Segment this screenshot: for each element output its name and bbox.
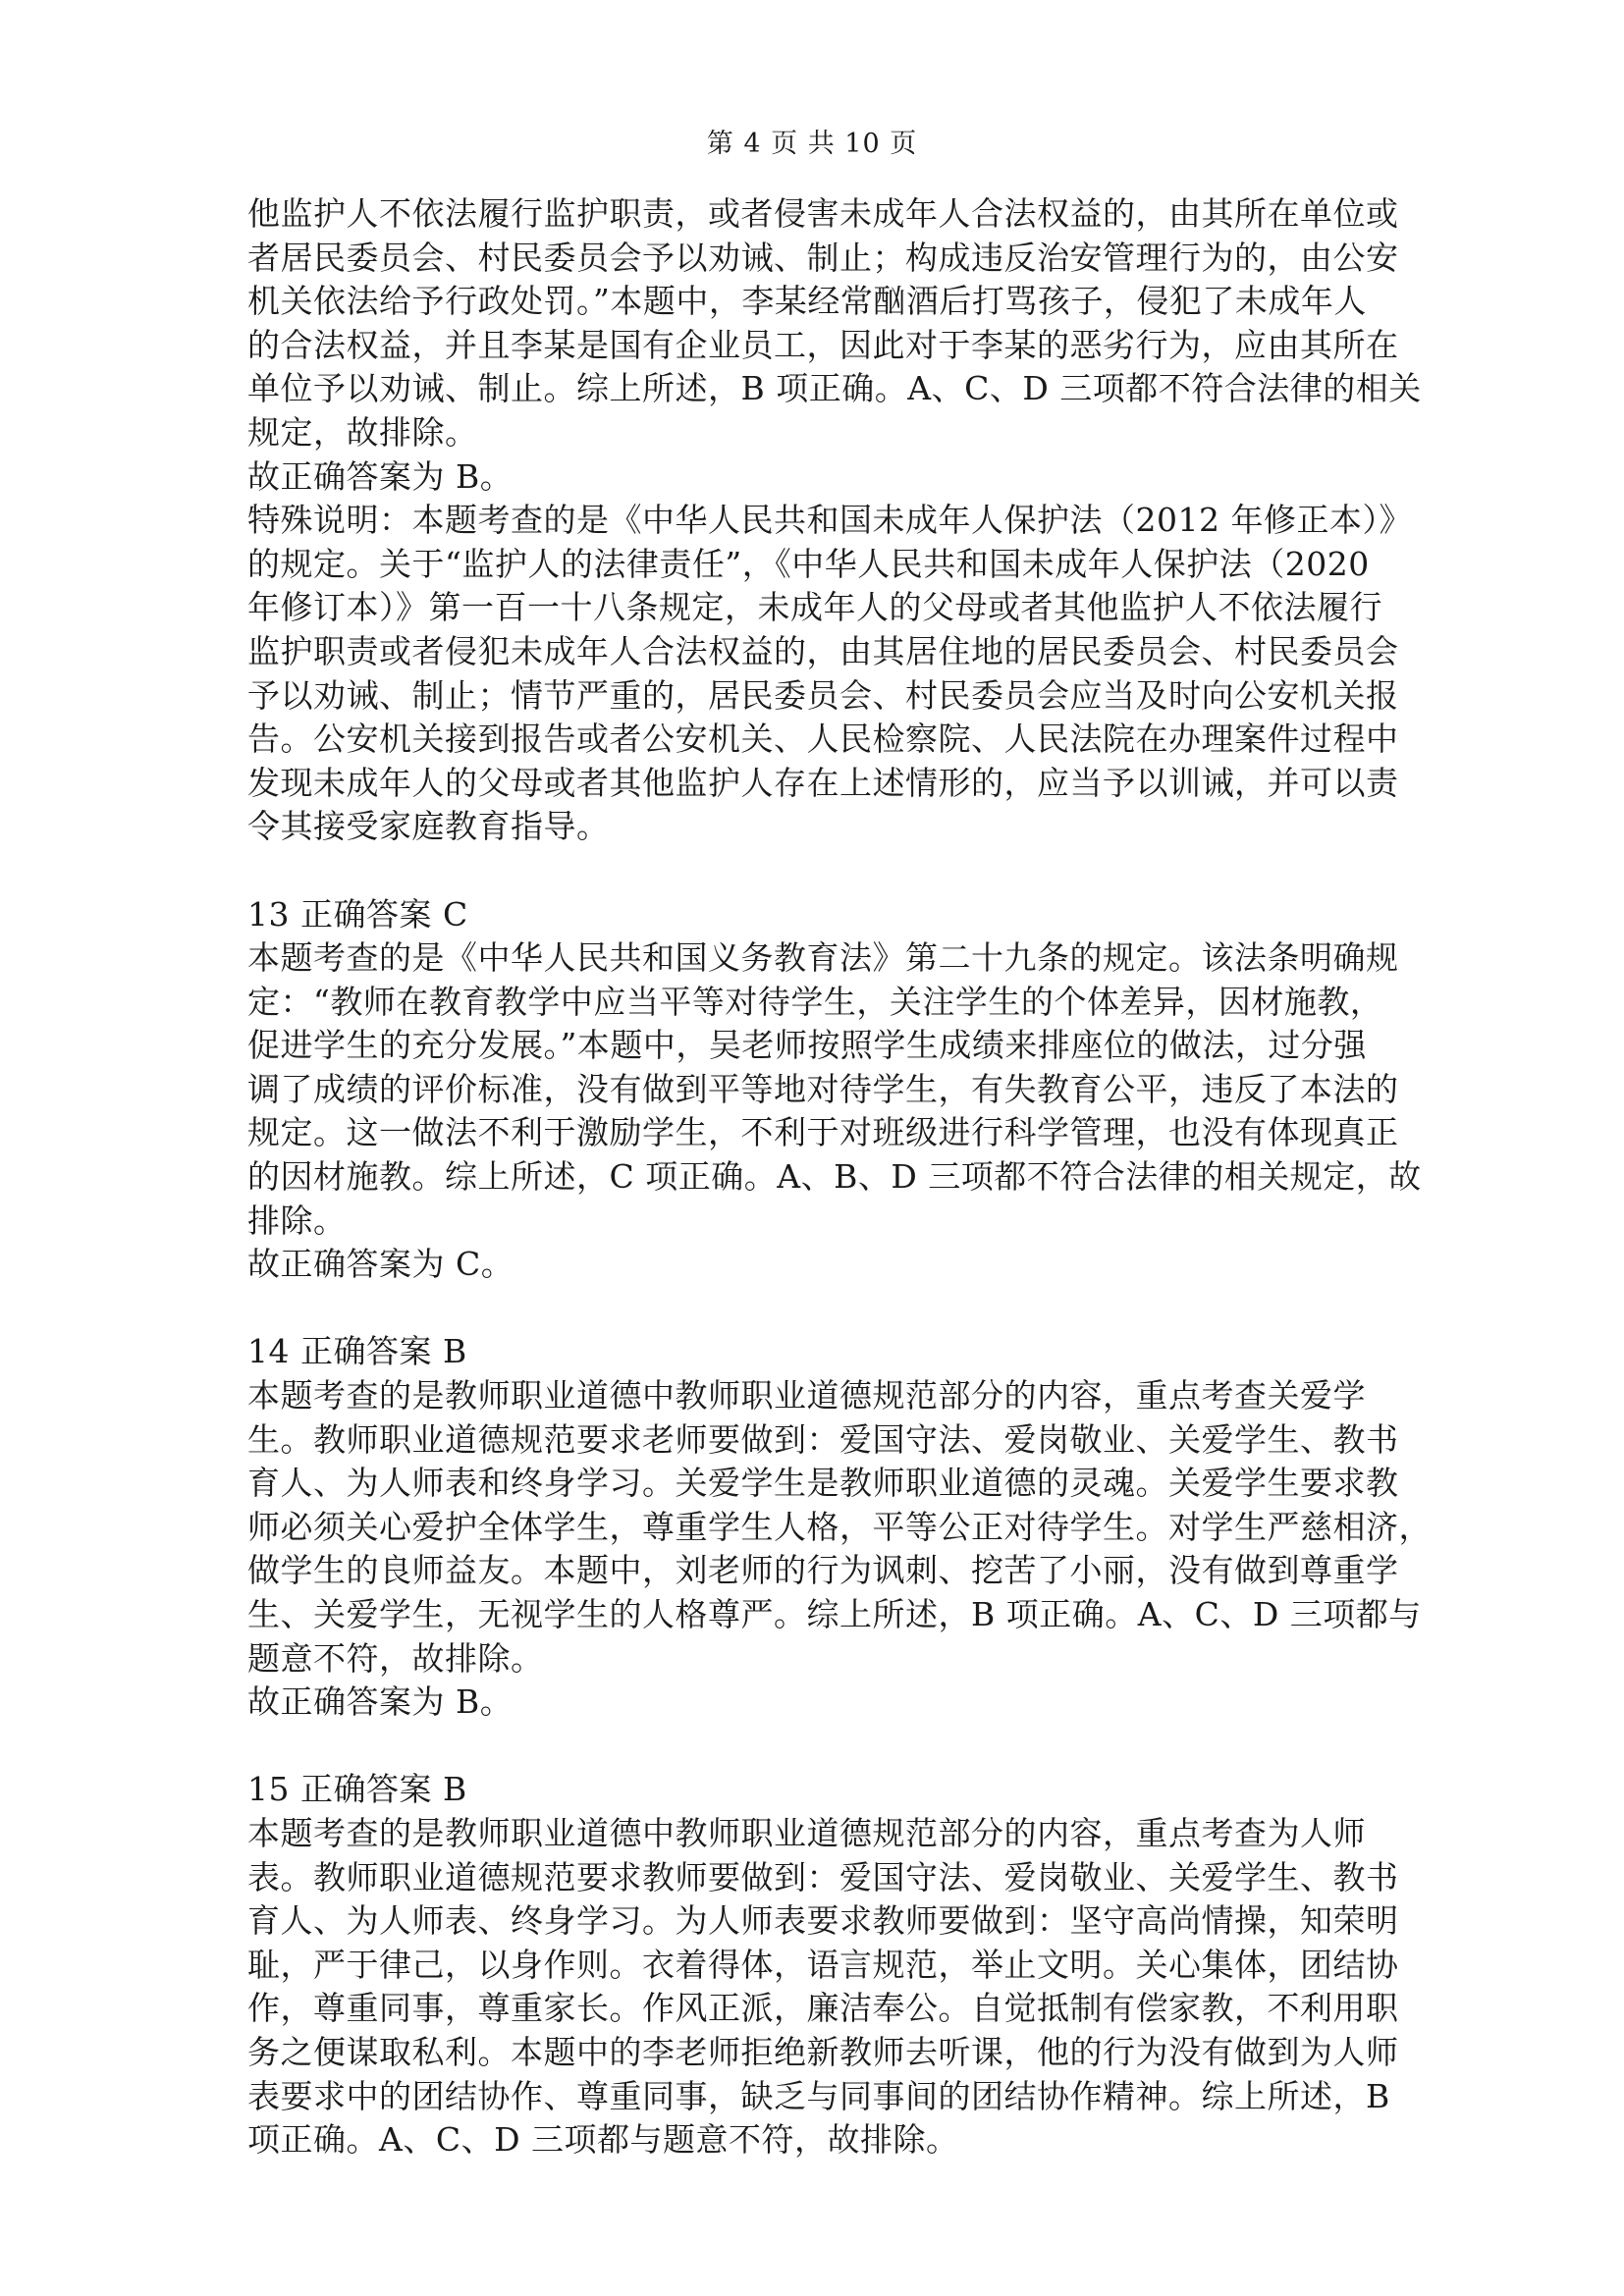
text-line: 本题考查的是教师职业道德中教师职业道德规范部分的内容，重点考查为人师	[247, 1813, 1366, 1852]
text-line: 他监护人不依法履行监护职责，或者侵害未成年人合法权益的，由其所在单位或	[247, 194, 1399, 233]
paragraph-gap	[247, 849, 1396, 893]
text-line: 令其接受家庭教育指导。	[247, 807, 610, 846]
text-line: 定：“教师在教育教学中应当平等对待学生，关注学生的个体差异，因材施教，	[247, 982, 1383, 1021]
text-line: 故正确答案为 B。	[247, 456, 514, 496]
document-body	[247, 192, 1432, 2163]
text-line: 13 正确答案 C	[247, 894, 468, 934]
text-line: 表要求中的团结协作、尊重同事，缺乏与同事间的团结协作精神。综上所述，B	[247, 2076, 1390, 2115]
text-line: 故正确答案为 C。	[247, 1245, 514, 1284]
text-line: 的规定。关于“监护人的法律责任”，《中华人民共和国未成年人保护法（2020	[247, 544, 1370, 583]
text-line: 特殊说明：本题考查的是《中华人民共和国未成年人保护法（2012 年修正本）》	[247, 501, 1412, 540]
text-line: 耻，严于律己，以身作则。衣着得体，语言规范，举止文明。关心集体，团结协	[247, 1945, 1399, 1984]
paragraph-gap	[247, 1725, 1396, 1769]
page-number-header: 第 4 页 共 10 页	[706, 129, 918, 159]
text-line: 育人、为人师表和终身学习。关爱学生是教师职业道德的灵魂。关爱学生要求教	[247, 1464, 1399, 1503]
paragraph-gap	[247, 1287, 1396, 1331]
text-line: 生。教师职业道德规范要求老师要做到：爱国守法、爱岗敬业、关爱学生、教书	[247, 1419, 1399, 1459]
text-line: 项正确。A、C、D 三项都与题意不符，故排除。	[247, 2120, 959, 2160]
text-line: 务之便谋取私利。本题中的李老师拒绝新教师去听课，他的行为没有做到为人师	[247, 2032, 1399, 2071]
text-line: 15 正确答案 B	[247, 1770, 467, 1809]
text-section	[247, 1330, 1432, 1724]
text-line: 告。公安机关接到报告或者公安机关、人民检察院、人民法院在办理案件过程中	[247, 720, 1399, 759]
text-line: 者居民委员会、村民委员会予以劝诫、制止；构成违反治安管理行为的，由公安	[247, 238, 1399, 277]
text-section	[247, 192, 1422, 849]
text-line: 作，尊重同事，尊重家长。作风正派，廉洁奉公。自觉抵制有偿家教，不利用职	[247, 1989, 1399, 2028]
text-line: 促进学生的充分发展。”本题中，吴老师按照学生成绩来排座位的做法，过分强	[247, 1026, 1367, 1065]
text-line: 规定。这一做法不利于激励学生，不利于对班级进行科学管理，也没有体现真正	[247, 1113, 1399, 1152]
text-line: 做学生的良师益友。本题中，刘老师的行为讽刺、挖苦了小丽，没有做到尊重学	[247, 1551, 1399, 1590]
text-line: 予以劝诫、制止；情节严重的，居民委员会、村民委员会应当及时向公安机关报	[247, 675, 1399, 715]
text-line: 单位予以劝诫、制止。综上所述，B 项正确。A、C、D 三项都不符合法律的相关	[247, 369, 1422, 408]
text-line: 发现未成年人的父母或者其他监护人存在上述情形的，应当予以训诫，并可以责	[247, 763, 1399, 802]
text-line: 师必须关心爱护全体学生，尊重学生人格，平等公正对待学生。对学生严慈相济，	[247, 1507, 1432, 1546]
text-section	[247, 1768, 1399, 2162]
text-line: 题意不符，故排除。	[247, 1638, 544, 1678]
text-line: 的因材施教。综上所述，C 项正确。A、B、D 三项都不符合法律的相关规定，故	[247, 1157, 1422, 1197]
text-line: 排除。	[247, 1201, 347, 1240]
text-line: 14 正确答案 B	[247, 1332, 467, 1371]
text-line: 机关依法给予行政处罚。”本题中，李某经常酗酒后打骂孩子，侵犯了未成年人	[247, 282, 1367, 321]
text-line: 生、关爱学生，无视学生的人格尊严。综上所述，B 项正确。A、C、D 三项都与	[247, 1595, 1422, 1633]
text-line: 表。教师职业道德规范要求教师要做到：爱国守法、爱岗敬业、关爱学生、教书	[247, 1857, 1399, 1896]
text-line: 本题考查的是教师职业道德中教师职业道德规范部分的内容，重点考查关爱学	[247, 1376, 1366, 1415]
text-line: 规定，故排除。	[247, 412, 478, 452]
text-line: 的合法权益，并且李某是国有企业员工，因此对于李某的恶劣行为，应由其所在	[247, 325, 1399, 364]
text-line: 调了成绩的评价标准，没有做到平等地对待学生，有失教育公平，违反了本法的	[247, 1069, 1399, 1108]
text-line: 年修订本）》第一百一十八条规定，未成年人的父母或者其他监护人不依法履行	[247, 588, 1382, 627]
text-line: 监护职责或者侵犯未成年人合法权益的，由其居住地的居民委员会、村民委员会	[247, 631, 1399, 670]
text-section	[247, 893, 1422, 1287]
text-line: 故正确答案为 B。	[247, 1682, 514, 1722]
text-line: 育人、为人师表、终身学习。为人师表要求教师要做到：坚守高尚情操，知荣明	[247, 1901, 1399, 1941]
text-line: 本题考查的是《中华人民共和国义务教育法》第二十九条的规定。该法条明确规	[247, 938, 1399, 978]
